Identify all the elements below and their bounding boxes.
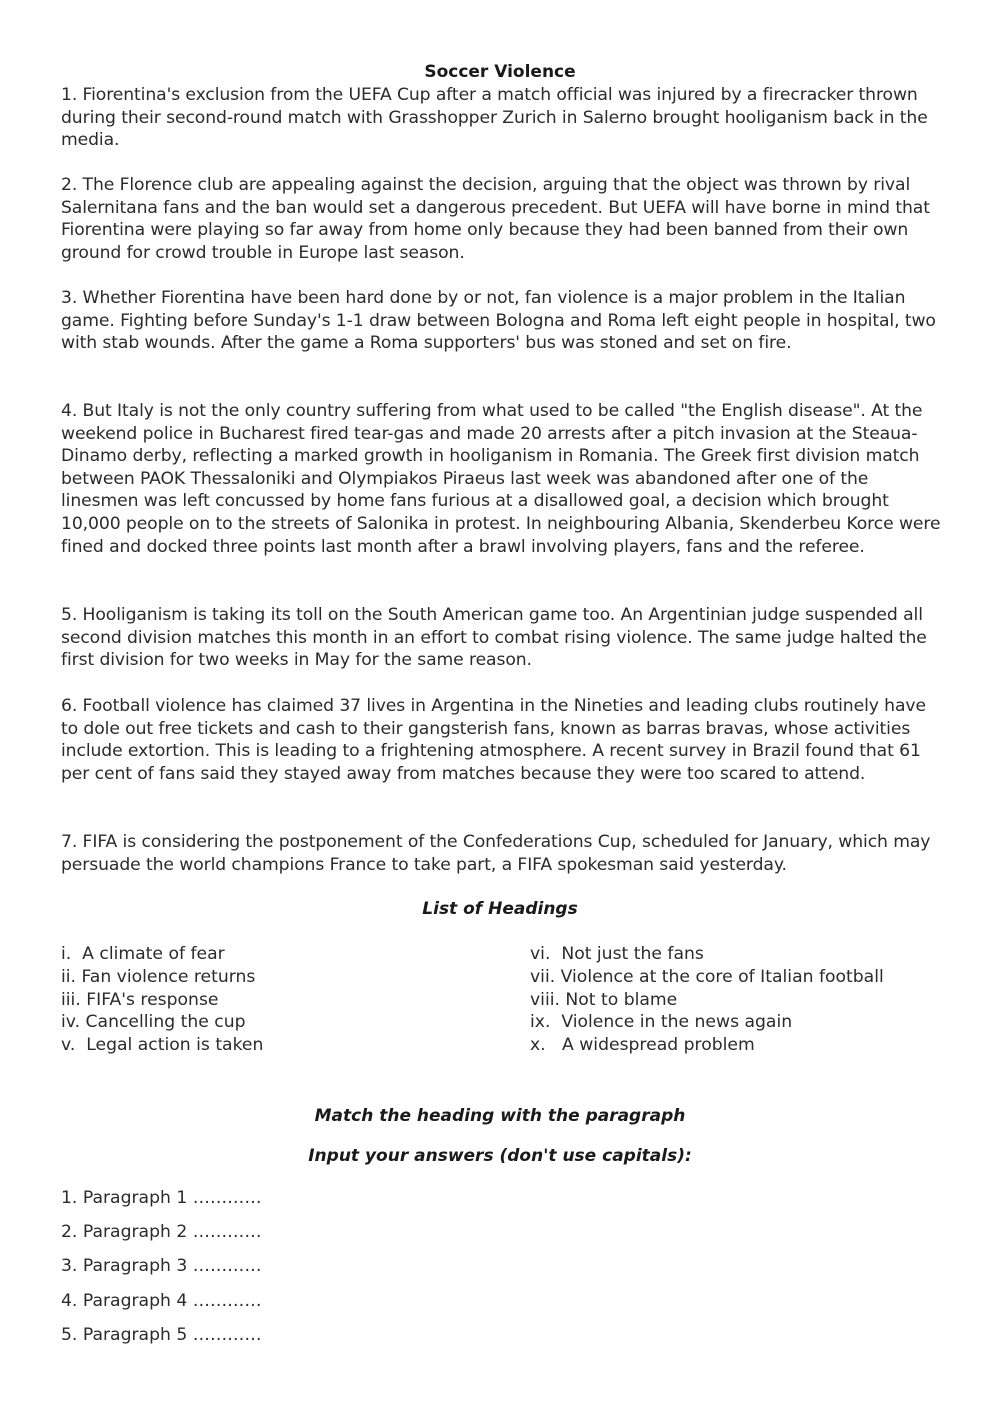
answer-input[interactable]: …………: [192, 1188, 262, 1208]
answer-row: [61, 1187, 262, 1221]
headings-list-title: List of Headings: [422, 899, 578, 919]
answer-input[interactable]: …………: [192, 1222, 262, 1243]
answer-label: 4. Paragraph 4: [61, 1290, 193, 1311]
heading-option: i. A climate of fear: [61, 944, 225, 964]
paragraph-5: 5. Hooliganism is taking its toll on the South American game too. An Argentinian judge suspended all second division matches this month in an effort to combat rising violence. The same judge halted the first division for two weeks in May for the same reason.: [61, 605, 927, 671]
paragraph-2: 2. The Florence club are appealing against the decision, arguing that the object was thrown by rival Salernitana fans and the ban would set a dangerous precedent. But UEFA will have borne in mind that Fiorentina were playing so far away from home only because they had been banned from their own ground for crowd trouble in Europe last season.: [61, 175, 930, 263]
heading-option: viii. Not to blame: [530, 989, 678, 1010]
heading-option: x. A widespread problem: [530, 1035, 755, 1056]
answer-row: [61, 1255, 262, 1289]
paragraph-1: 1. Fiorentina's exclusion from the UEFA Cup after a match official was injured by a firecracker thrown during their second-round match with Grasshopper Zurich in Salerno brought hooliganism back in the media.: [61, 85, 928, 151]
answer-input[interactable]: …………: [192, 1290, 262, 1311]
paragraph-7: 7. FIFA is considering the postponement of the Confederations Cup, scheduled for January, which may persuade the world champions France to take part, a FIFA spokesman said yesterday.: [61, 832, 931, 875]
answer-label: 3. Paragraph 3: [61, 1256, 193, 1277]
answer-input[interactable]: …………: [192, 1324, 262, 1345]
input-instruction: Input your answers (don't use capitals):: [308, 1146, 692, 1166]
paragraph-3: 3. Whether Fiorentina have been hard done by or not, fan violence is a major problem in the Italian game. Fighting before Sunday's 1-1 draw between Bologna and Roma left eight people in hospital, two with stab wounds. After the game a Roma supporters' bus was stoned and set on fire.: [61, 288, 936, 354]
headings-list-right: [530, 943, 884, 1057]
answer-label: 1. Paragraph 1: [61, 1188, 193, 1208]
answer-input[interactable]: …………: [192, 1256, 262, 1277]
heading-option: ix. Violence in the news again: [530, 1012, 793, 1033]
headings-list-left: [61, 943, 263, 1057]
heading-option: iv. Cancelling the cup: [61, 1012, 246, 1033]
paragraph-4: 4. But Italy is not the only country suffering from what used to be called "the English disease". At the weekend police in Bucharest fired tear-gas and made 20 arrests after a pitch invasion at the Steaua-Dinamo derby, reflecting a marked growth in hooliganism in Romania. The Greek first division match between PAOK Thessaloniki and Olympiakos Piraeus last week was abandoned after one of the linesmen was left concussed by home fans furious at a disallowed goal, a decision which brought 10,000 people on to the streets of Salonika in protest. In neighbouring Albania, Skenderbeu Korce were fined and docked three points last month after a brawl involving players, fans and the referee.: [61, 401, 941, 557]
match-instruction: Match the heading with the paragraph: [314, 1106, 686, 1126]
answer-label: 2. Paragraph 2: [61, 1222, 193, 1243]
answer-label: 5. Paragraph 5: [61, 1324, 193, 1345]
answer-row: [61, 1221, 262, 1255]
heading-option: ii. Fan violence returns: [61, 966, 256, 987]
heading-option: v. Legal action is taken: [61, 1035, 264, 1056]
heading-option: vii. Violence at the core of Italian football: [530, 966, 884, 987]
answer-row: [61, 1324, 262, 1358]
answer-list: [61, 1187, 262, 1358]
heading-option: iii. FIFA's response: [61, 989, 219, 1010]
document-title: Soccer Violence: [424, 62, 576, 82]
paragraph-6: 6. Football violence has claimed 37 lives in Argentina in the Nineties and leading clubs routinely have to dole out free tickets and cash to their gangsterish fans, known as barras bravas, whose activities include extortion. This is leading to a frightening atmosphere. A recent survey in Brazil found that 61 per cent of fans said they stayed away from matches because they were too scared to attend.: [61, 696, 926, 784]
answer-row: [61, 1290, 262, 1324]
heading-option: vi. Not just the fans: [530, 944, 704, 964]
